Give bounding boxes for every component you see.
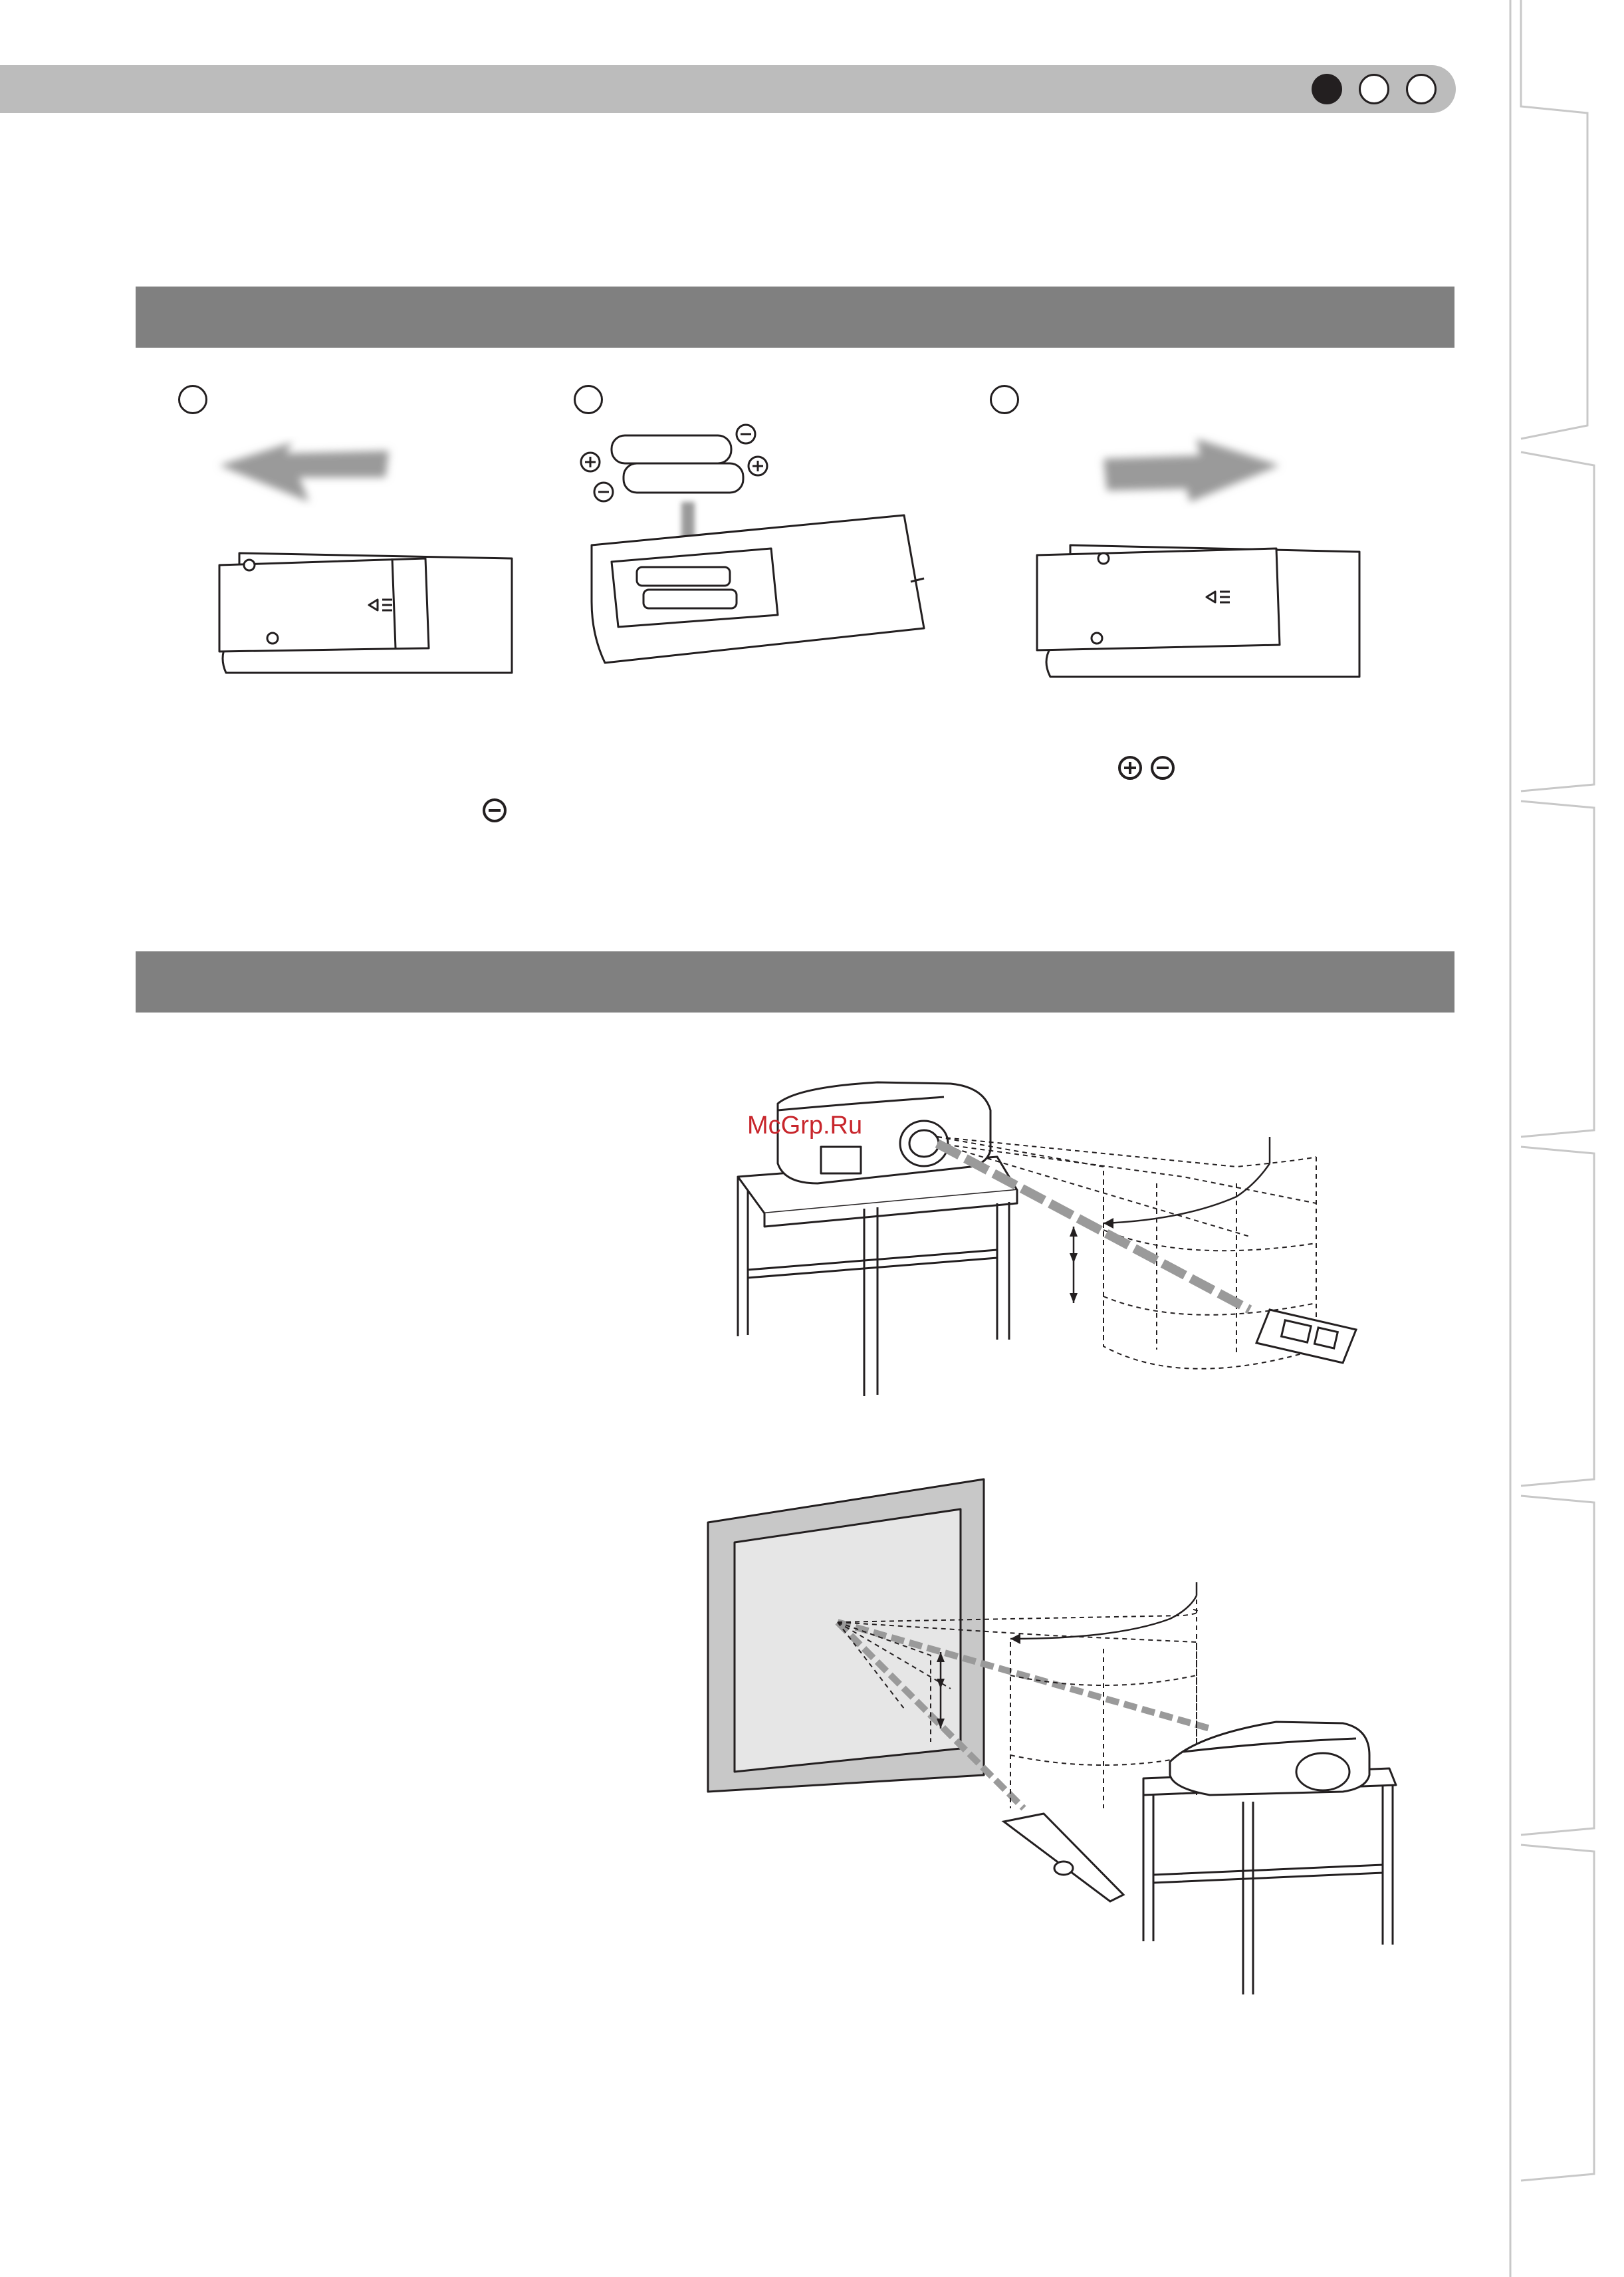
- step-1-illustration: [199, 425, 532, 685]
- reflected-operation-illustration: [705, 1476, 1409, 2008]
- step-2-illustration: [572, 416, 937, 681]
- minus-polarity-icon: [1150, 755, 1175, 780]
- minus-polarity-icon: [482, 798, 507, 823]
- slide-left-arrow-icon: [219, 442, 389, 502]
- plus-polarity-icon: [1117, 755, 1143, 780]
- mcgrp-watermark: McGrp.Ru: [747, 1112, 863, 1139]
- step-3-circle: [990, 385, 1019, 414]
- step-2-circle: [574, 385, 603, 414]
- projection-screen: [708, 1479, 984, 1792]
- direct-operation-illustration: [718, 1084, 1436, 1403]
- section-bar-battery: [136, 287, 1454, 348]
- step-3-illustration: [1024, 425, 1369, 685]
- page-dot: [1359, 74, 1389, 104]
- section-bar-operating-range: [136, 951, 1454, 1013]
- side-tab-strip: [1508, 0, 1624, 2277]
- step-1-circle: [178, 385, 207, 414]
- header-bar: [0, 65, 1456, 113]
- page-dot-active: [1312, 74, 1342, 104]
- page-dot: [1406, 74, 1437, 104]
- slide-right-arrow-icon: [1103, 439, 1280, 502]
